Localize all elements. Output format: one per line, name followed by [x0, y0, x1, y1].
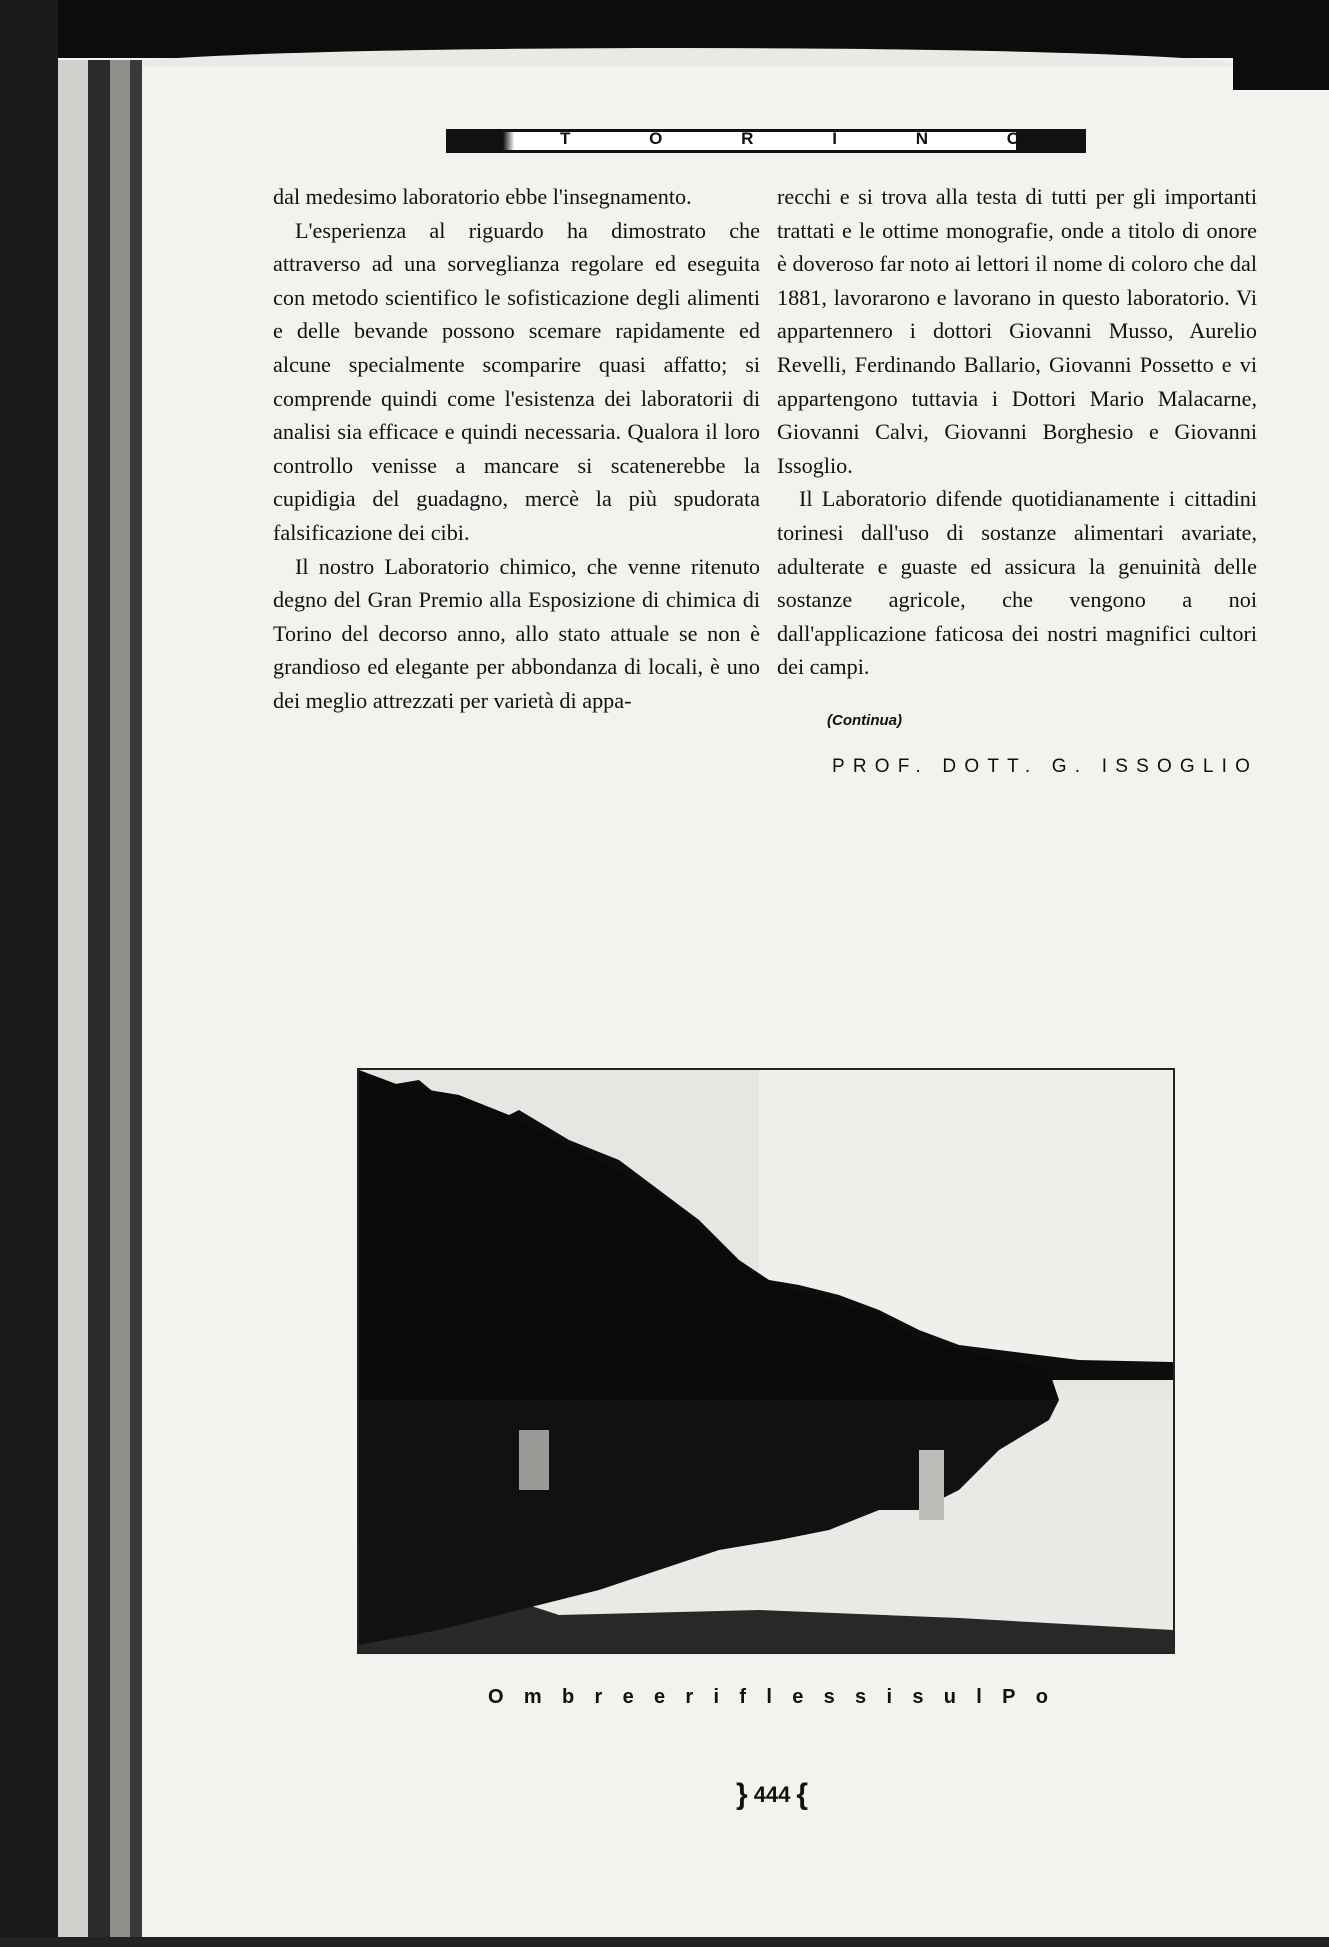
- paragraph: dal medesimo laboratorio ebbe l'insegnamento.: [273, 184, 692, 209]
- page-number: [736, 1778, 808, 1812]
- page-number-ornament-right: {: [796, 1778, 809, 1811]
- page-number-value: 444: [753, 1782, 791, 1807]
- caption-letter: b: [561, 1685, 575, 1708]
- author-signature: PROF. DOTT. G. ISSOGLIO: [832, 755, 1259, 777]
- caption-letter: s: [912, 1685, 924, 1708]
- caption-letter: r: [594, 1685, 603, 1708]
- header-letter: T: [560, 129, 571, 148]
- header-letter: N: [915, 129, 928, 148]
- caption-letter: l: [766, 1685, 772, 1708]
- page-number-ornament-left: }: [736, 1778, 748, 1811]
- header-letter: O: [1006, 129, 1020, 148]
- caption-letter: e: [653, 1685, 666, 1708]
- caption-letter: r: [685, 1685, 694, 1708]
- paragraph: recchi e si trova alla testa di tutti per gli importanti trattati e le ottime monografie, onde a titolo di onore è doveroso far noto ai lettori il nome di coloro che dal 1881, lavorarono e lavorano in questo laboratorio. Vi appartennero i dottori Giovanni Musso, Aurelio Revelli, Ferdinando Ballario, Giovanni Possetto e vi appartengono tuttavia i Dottori Mario Malacarne, Giovanni Calvi, Giovanni Borghesio e Giovanni Issoglio.: [777, 184, 1257, 478]
- caption-letter: P: [1002, 1685, 1016, 1708]
- header-letter: R: [741, 129, 754, 148]
- caption-letter: O: [488, 1685, 504, 1708]
- header-letter: O: [649, 129, 663, 148]
- scan-edge-bottom: [0, 1937, 1329, 1947]
- right-text-column: [777, 180, 1257, 783]
- running-header: [560, 126, 1020, 152]
- header-letter: I: [832, 129, 837, 148]
- caption-letter: i: [886, 1685, 893, 1708]
- river-landscape-photo: [357, 1068, 1175, 1654]
- paragraph: Il nostro Laboratorio chimico, che venne ritenuto degno del Gran Premio alla Esposizione di chimica di Torino del decorso anno, allo stato attuale se non è grandioso ed elegante per abbondanza di locali, è uno dei meglio attrezzati per varietà di appa-: [273, 553, 760, 713]
- caption-letter: i: [713, 1685, 720, 1708]
- caption-letter: f: [739, 1685, 747, 1708]
- caption-letter: l: [976, 1685, 982, 1708]
- left-text-column: [273, 180, 760, 718]
- caption-letter: s: [855, 1685, 867, 1708]
- photo-drawing: [359, 1070, 1173, 1652]
- caption-letter: e: [792, 1685, 804, 1708]
- caption-letter: e: [622, 1685, 634, 1708]
- continua-note: (Continua): [827, 711, 902, 729]
- caption-letter: u: [943, 1685, 956, 1708]
- caption-letter: m: [523, 1685, 542, 1708]
- caption-letter: s: [823, 1685, 835, 1708]
- caption-letter: o: [1035, 1685, 1048, 1708]
- scan-edge-right: [1233, 0, 1329, 90]
- photo-caption: [488, 1682, 1048, 1712]
- paragraph: L'esperienza al riguardo ha dimostrato che attraverso ad una sorveglianza regolare ed eseguita con metodo scientifico le sofisticazione degli alimenti e delle bevande possono scemare rapidamente ed alcune specialmente scomparire quasi affatto; si comprende quindi come l'esistenza dei laboratorii di analisi sia efficace e quindi necessaria. Qualora il loro controllo venisse a mancare si scatenerebbe la cupidigia del guadagno, mercè la più spudorata falsificazione dei cibi.: [273, 217, 760, 545]
- scan-edge-left: [0, 0, 150, 1947]
- paragraph: Il Laboratorio difende quotidianamente i cittadini torinesi dall'uso di sostanze alimentari avariate, adulterate e guaste ed assicura la genuinità delle sostanze agricole, che vengono a noi dall'applicazione faticosa dei nostri magnifici cultori dei campi.: [777, 486, 1257, 680]
